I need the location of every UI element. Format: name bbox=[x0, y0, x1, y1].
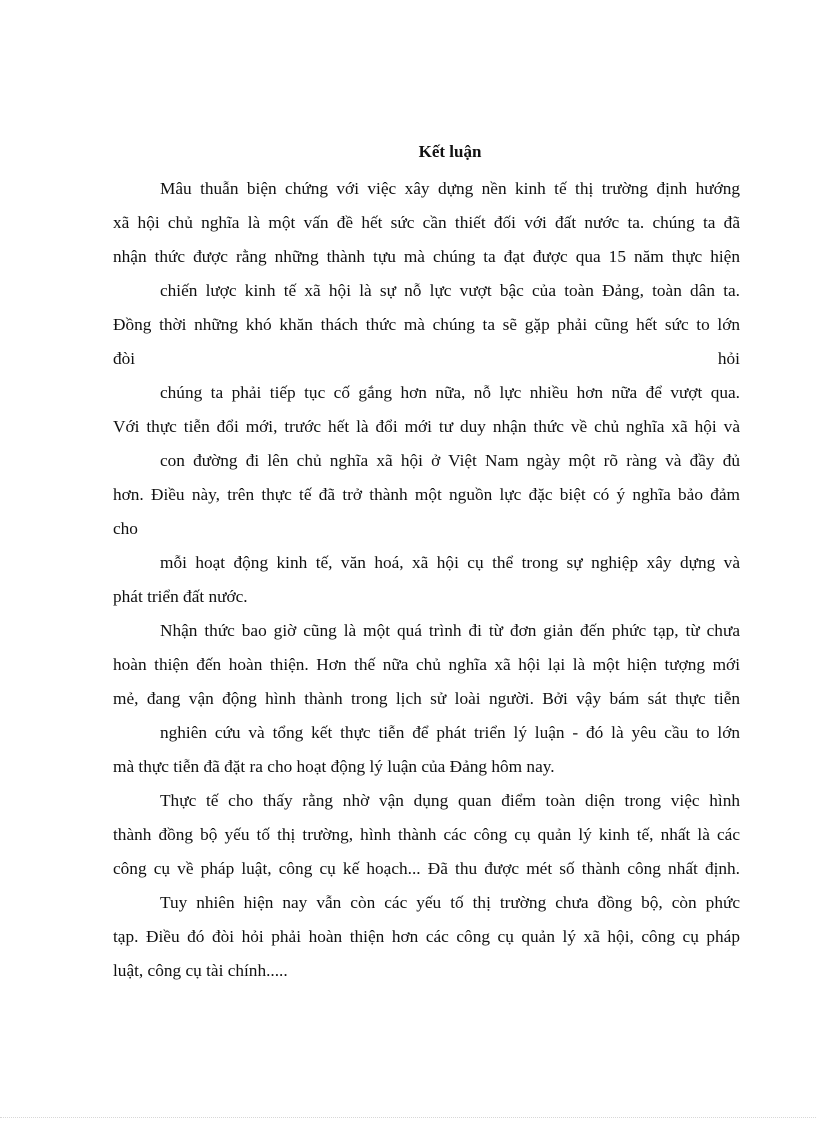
text-line: Tuy nhiên hiện nay vẫn còn các yếu tố thị trường chưa đồng bộ, còn phức bbox=[160, 893, 740, 912]
text-line: tạp. Điều đó đòi hỏi phải hoàn thiện hơn các công cụ quản lý xã hội, công cụ pháp bbox=[113, 927, 740, 946]
text-line: mà thực tiễn đã đặt ra cho hoạt động lý luận của Đảng hôm nay. bbox=[113, 757, 555, 776]
text-line: luật, công cụ tài chính..... bbox=[113, 961, 288, 980]
text-line: Mâu thuẫn biện chứng với việc xây dựng nền kinh tế thị trường định hướng bbox=[160, 179, 740, 198]
text-line: hơn. Điều này, trên thực tế đã trở thành một nguồn lực đặc biệt có ý nghĩa bảo đảm bbox=[113, 485, 740, 504]
text-line: hoàn thiện đến hoàn thiện. Hơn thế nữa chủ nghĩa xã hội lại là một hiện tượng mới bbox=[113, 655, 740, 674]
text-line: Đồng thời những khó khăn thách thức mà chúng ta sẽ gặp phải cũng hết sức to lớn bbox=[113, 315, 740, 334]
text-line: chúng ta phải tiếp tục cố gắng hơn nữa, nỗ lực nhiều hơn nữa để vượt qua. bbox=[160, 383, 740, 402]
text-line: Thực tế cho thấy rằng nhờ vận dụng quan điểm toàn diện trong việc hình bbox=[160, 791, 740, 810]
page-bottom-divider bbox=[0, 1117, 816, 1118]
text-line: đòi hỏi bbox=[113, 349, 740, 368]
text-line: Nhận thức bao giờ cũng là một quá trình đi từ đơn giản đến phức tạp, từ chưa bbox=[160, 621, 740, 640]
text-line: cho bbox=[113, 519, 138, 538]
text-line: công cụ về pháp luật, công cụ kế hoạch... Đã thu được mét số thành công nhất định. bbox=[113, 859, 740, 878]
text-line: phát triển đất nước. bbox=[113, 587, 248, 606]
text-line: nghiên cứu và tổng kết thực tiễn để phát triển lý luận - đó là yêu cầu to lớn bbox=[160, 723, 740, 742]
page-title: Kết luận bbox=[418, 142, 482, 161]
text-line: mẻ, đang vận động hình thành trong lịch sử loài người. Bởi vậy bám sát thực tiễn bbox=[113, 689, 740, 708]
text-line: Với thực tiễn đổi mới, trước hết là đổi mới tư duy nhận thức về chủ nghĩa xã hội và bbox=[113, 417, 740, 436]
text-line: con đường đi lên chủ nghĩa xã hội ở Việt Nam ngày một rõ ràng và đầy đủ bbox=[160, 451, 740, 470]
text-line: thành đồng bộ yếu tố thị trường, hình thành các công cụ quản lý kinh tế, nhất là các bbox=[113, 825, 740, 844]
text-line: chiến lược kinh tế xã hội là sự nỗ lực vượt bậc của toàn Đảng, toàn dân ta. bbox=[160, 281, 740, 300]
text-line: mỗi hoạt động kinh tế, văn hoá, xã hội cụ thể trong sự nghiệp xây dựng và bbox=[160, 553, 740, 572]
text-line: nhận thức được rằng những thành tựu mà chúng ta đạt được qua 15 năm thực hiện bbox=[113, 247, 740, 266]
text-line: xã hội chủ nghĩa là một vấn đề hết sức cần thiết đối với đất nước ta. chúng ta đã bbox=[113, 213, 740, 232]
